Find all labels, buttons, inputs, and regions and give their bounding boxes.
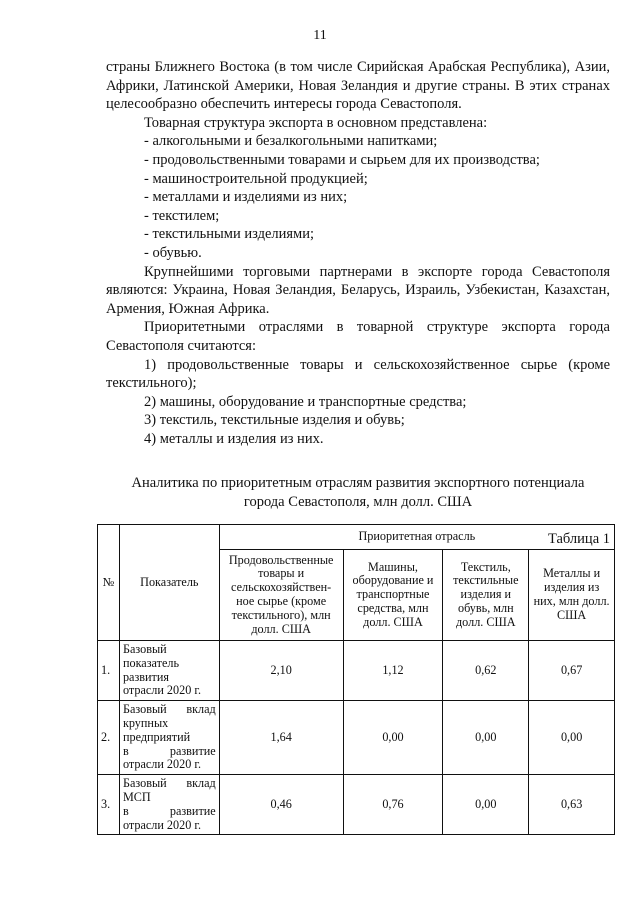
indicator-line: Базовый xyxy=(122,642,167,656)
table-row xyxy=(98,641,615,701)
indicator-line: предприятий xyxy=(122,729,191,744)
row-indicator xyxy=(119,641,219,701)
export-item: - обувью. xyxy=(144,244,202,261)
indicator-line: Базовый вклад xyxy=(122,702,216,717)
table-title-line-1: Аналитика по приоритетным отраслям развития экспортного потенциала xyxy=(131,475,585,492)
export-item: - алкогольными и безалкогольными напитками; xyxy=(144,133,438,150)
export-item: - текстилем; xyxy=(144,207,220,224)
value-cell: 0,76 xyxy=(343,775,443,835)
indicator-line: крупных xyxy=(122,715,169,730)
indicator-line: в развитие xyxy=(122,803,216,818)
value-cell: 0,00 xyxy=(529,701,615,775)
paragraph-2: Товарная структура экспорта в основном представлена: xyxy=(144,114,488,131)
table-row xyxy=(98,701,615,775)
header-column-metals: Металлы и изделия из них, млн долл. США xyxy=(529,550,615,641)
value-cell: 0,63 xyxy=(529,775,615,835)
indicator-line: отрасли 2020 г. xyxy=(122,817,202,832)
value-cell: 0,00 xyxy=(443,701,529,775)
header-column-food: Продовольственные товары и сельскохозяйствен-ное сырье (кроме текстильного), млн долл. США xyxy=(219,550,343,641)
header-number: № xyxy=(98,525,120,641)
row-number: 2. xyxy=(98,701,120,775)
header-priority-industry: Приоритетная отрасль xyxy=(219,525,614,550)
export-item: - металлами и изделиями из них; xyxy=(144,189,348,206)
indicator-line: Базовый вклад xyxy=(122,776,216,791)
indicator-line: показатель xyxy=(122,655,179,670)
export-item: - машиностроительной продукцией; xyxy=(144,170,368,187)
header-column-machinery: Машины, оборудование и транспортные средства, млн долл. США xyxy=(343,550,443,641)
indicator-line: развития xyxy=(122,669,170,684)
row-indicator xyxy=(119,775,219,835)
indicator-line: отрасли 2020 г. xyxy=(122,683,202,698)
paragraph-1: страны Ближнего Востока (в том числе Сирийская Арабская Республика), Азии, Африки, Латинской Америки, Новая Зеландия и другие страны. В этих странах целесообразно обеспечить интересы города Севастополя. xyxy=(106,59,610,113)
page-number: 11 xyxy=(313,28,327,43)
paragraph-3: Крупнейшими торговыми партнерами в экспорте города Севастополя являются: Украина, Новая Зеландия, Беларусь, Израиль, Узбекистан, Казахстан, Армения, Южная Африка. xyxy=(106,263,610,317)
indicator-line: в развитие xyxy=(122,743,216,758)
header-indicator: Показатель xyxy=(119,525,219,641)
export-item: - текстильными изделиями; xyxy=(144,226,315,243)
row-number: 3. xyxy=(98,775,120,835)
analytics-table xyxy=(97,524,615,835)
priority-item: 1) продовольственные товары и сельскохозяйственное сырье (кроме текстильного); xyxy=(106,356,610,392)
table-label: Таблица 1 xyxy=(547,530,610,547)
value-cell: 0,62 xyxy=(443,641,529,701)
row-indicator xyxy=(119,701,219,775)
export-item: - продовольственными товарами и сырьем для их производства; xyxy=(144,151,540,168)
value-cell: 0,00 xyxy=(443,775,529,835)
table-title xyxy=(106,474,610,511)
paragraph-4: Приоритетными отраслями в товарной структуре экспорта города Севастополя считаются: xyxy=(106,319,610,354)
indicator-line: МСП xyxy=(122,789,151,804)
priority-item: 3) текстиль, текстильные изделия и обувь; xyxy=(144,412,405,429)
value-cell: 1,64 xyxy=(219,701,343,775)
row-number: 1. xyxy=(98,641,120,701)
indicator-line: отрасли 2020 г. xyxy=(122,757,202,772)
value-cell: 0,46 xyxy=(219,775,343,835)
value-cell: 0,67 xyxy=(529,641,615,701)
document-body xyxy=(106,58,610,548)
table-row xyxy=(98,775,615,835)
value-cell: 2,10 xyxy=(219,641,343,701)
value-cell: 1,12 xyxy=(343,641,443,701)
value-cell: 0,00 xyxy=(343,701,443,775)
priority-item: 2) машины, оборудование и транспортные средства; xyxy=(144,393,467,410)
table-header-row xyxy=(98,525,615,550)
table-title-line-2: города Севастополя, млн долл. США xyxy=(243,494,473,511)
header-column-textile: Текстиль, текстильные изделия и обувь, млн долл. США xyxy=(443,550,529,641)
priority-item: 4) металлы и изделия из них. xyxy=(144,430,324,447)
